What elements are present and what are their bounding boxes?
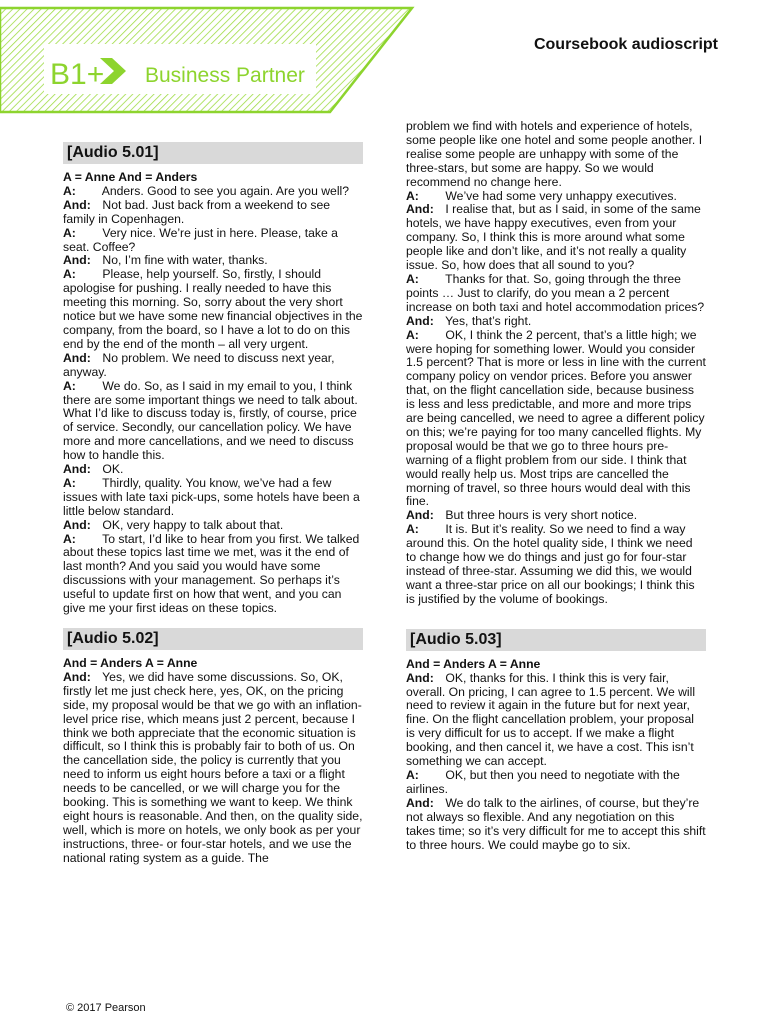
- section-heading: [Audio 5.03]: [406, 629, 706, 651]
- document-title: Coursebook audioscript: [533, 36, 718, 53]
- left-column: [63, 142, 363, 866]
- speaker-label: And:: [406, 508, 434, 523]
- speaker-label: A:: [63, 378, 76, 393]
- dialogue-turn: [63, 519, 363, 533]
- speaker-label: A:: [406, 767, 419, 782]
- section-heading: [Audio 5.01]: [63, 142, 363, 164]
- speaker-roles: And = Anders A = Anne: [63, 656, 198, 670]
- dialogue-turn: [406, 203, 706, 273]
- speaker-label: A:: [406, 188, 419, 203]
- banner-logo: [0, 0, 420, 116]
- turn-text: OK.: [102, 462, 124, 477]
- dialogue-turn: [63, 227, 363, 255]
- turn-text: Thirdly, quality. You know, we’ve had a few issues with late taxi pick-ups, some hotels have been a little below standard.: [63, 475, 360, 518]
- speaker-label: A:: [63, 475, 76, 490]
- dialogue-turn: [406, 315, 706, 329]
- dialogue-turn: [63, 533, 363, 616]
- turn-text: No, I’m fine with water, thanks.: [102, 253, 268, 268]
- dialogue-turn: [63, 199, 363, 227]
- speaker-label: And:: [63, 350, 91, 365]
- dialogue: [63, 185, 363, 616]
- dialogue: [63, 671, 363, 866]
- turn-text: To start, I’d like to hear from you first. We talked about these topics last time we met, was it the end of last month? And you said you would have some discussions with your management. So perhaps it’s useful to update first on how that went, and you can give me your first ideas on these topics.: [63, 531, 360, 616]
- turn-text: Not bad. Just back from a weekend to see family in Copenhagen.: [63, 197, 331, 226]
- turn-text: OK, I think the 2 percent, that’s a little high; we were hoping for something lower. Would you consider 1.5 percent? That is more or less in line with the current company policy on vendor prices. Before you answer that, on the flight cancellation side, because business is less and less predictable, and more and more trips are being cancelled, we need to agree a different policy on this; we’re paying for too many cancelled flights. My proposal would be that we go to three hours pre-warning of a flight problem from our side. I think that would really help us. Most trips are cancelled the morning of travel, so three hours would deal with this fine.: [406, 327, 706, 509]
- dialogue-turn: [406, 672, 706, 769]
- speaker-label: A:: [63, 183, 76, 198]
- turn-text: No problem. We need to discuss next year, anyway.: [63, 350, 335, 379]
- speaker-label: And:: [63, 197, 91, 212]
- logo-level: B1+: [50, 58, 105, 91]
- speaker-label: And:: [63, 253, 91, 268]
- turn-text: Anders. Good to see you again. Are you well?: [101, 183, 350, 198]
- speaker-label: A:: [63, 531, 76, 546]
- turn-text: We do talk to the airlines, of course, but they’re not always so flexible. And any negotiation on this takes time; so it’s very difficult for me to accept this shift to three hours. We could maybe go to six.: [406, 795, 706, 852]
- turn-text: OK, but then you need to negotiate with the airlines.: [406, 767, 680, 796]
- speaker-label: And:: [406, 795, 434, 810]
- turn-text: It is. But it’s reality. So we need to find a way around this. On the hotel quality side, I think we need to change how we do things and just go for four-star instead of three-star. Assuming we did this, we would want a three-star price on all our bookings; I think this is justified by the volume of bookings.: [406, 522, 695, 606]
- turn-text: Very nice. We’re just in here. Please, take a seat. Coffee?: [63, 225, 338, 254]
- speaker-label: And:: [406, 670, 434, 685]
- dialogue-turn: [63, 268, 363, 351]
- speaker-label: And:: [406, 313, 434, 328]
- dialogue-turn-continued: [406, 120, 706, 190]
- turn-text: Yes, we did have some discussions. So, OK, firstly let me just check here, yes, OK, on the pricing side, my proposal would be that we go with an inflation-level price rise, which means just 2 percent, because I think we both appreciate that the economic situation is difficult, so I think this is probably fair to both of us. On the cancellation side, the policy is currently that you need to inform us eight hours before a taxi or a flight needs to be cancelled, or we will charge you for the booking. This is something we want to keep. We think eight hours is reasonable. And then, on the quality side, well, which is more on hotels, we only book as per your instructions, three- or four-star hotels, and we use the national rating system as a guide. The: [63, 669, 363, 865]
- speaker-label: And:: [406, 202, 434, 217]
- speaker-label: And:: [63, 517, 91, 532]
- speaker-label: A:: [63, 267, 76, 282]
- speaker-label: A:: [406, 271, 419, 286]
- dialogue-turn: [63, 477, 363, 519]
- dialogue-turn: [63, 671, 363, 866]
- dialogue-turn: [406, 797, 706, 853]
- dialogue-turn: [63, 185, 363, 199]
- speaker-label: A:: [63, 225, 76, 240]
- dialogue-turn: [63, 380, 363, 463]
- turn-text: Yes, that’s right.: [445, 313, 532, 328]
- dialogue: [406, 672, 706, 853]
- logo-name: Business Partner: [145, 64, 305, 87]
- speaker-label: And:: [63, 462, 91, 477]
- turn-text: I realise that, but as I said, in some of the same hotels, we have happy executives, even from your company. So, I think this is more around what some people like and don’t like, and it’s not really a quality issue. So, how does that all sound to you?: [406, 202, 701, 273]
- dialogue-turn: [406, 190, 706, 204]
- turn-text: problem we find with hotels and experience of hotels, some people like one hotel and some people another. I realise some people are unhappy with some of the three-stars, but some are happy. So we would recommend no change here.: [406, 119, 703, 189]
- speaker-label: A:: [406, 327, 419, 342]
- section-heading: [Audio 5.02]: [63, 628, 363, 650]
- turn-text: Please, help yourself. So, firstly, I should apologise for pushing. I really needed to have this meeting this morning. So, sorry about the very short notice but we have some new financial objectives in the company, from the board, so I have a lot to do on this end by the end of the month – all very urgent.: [63, 267, 363, 351]
- dialogue-turn: [63, 463, 363, 477]
- turn-text: Thanks for that. So, going through the three points … Just to clarify, do you mean a 2 percent increase on both taxi and hotel accommodation prices?: [406, 271, 705, 314]
- dialogue-turn: [63, 254, 363, 268]
- dialogue-turn: [406, 509, 706, 523]
- turn-text: We’ve had some very unhappy executives.: [445, 188, 677, 203]
- dialogue-turn: [406, 523, 706, 606]
- speaker-label: And:: [63, 669, 91, 684]
- turn-text: We do. So, as I said in my email to you, I think there are some important things we need to talk about. What I’d like to discuss today is, firstly, of course, price of service. Secondly, our cancellation policy. We have more and more cancellations, and we need to discuss how to handle this.: [63, 378, 358, 463]
- dialogue-turn: [63, 352, 363, 380]
- right-column: [406, 120, 706, 852]
- turn-text: But three hours is very short notice.: [445, 508, 638, 523]
- dialogue: [406, 120, 706, 607]
- turn-text: OK, thanks for this. I think this is very fair, overall. On pricing, I can agree to 1.5 percent. We will need to review it again in the future but for next year, fine. On the flight cancellation problem, your proposal is very difficult for us to accept. If we make a flight booking, and then cancel it, we have a cost. This isn’t something we can accept.: [406, 670, 696, 769]
- speaker-roles: A = Anne And = Anders: [63, 170, 198, 184]
- dialogue-turn: [406, 769, 706, 797]
- copyright: © 2017 Pearson: [66, 1002, 146, 1014]
- speaker-roles: And = Anders A = Anne: [406, 656, 541, 671]
- dialogue-turn: [406, 329, 706, 510]
- speaker-label: A:: [406, 522, 419, 537]
- turn-text: OK, very happy to talk about that.: [102, 517, 284, 532]
- dialogue-turn: [406, 273, 706, 315]
